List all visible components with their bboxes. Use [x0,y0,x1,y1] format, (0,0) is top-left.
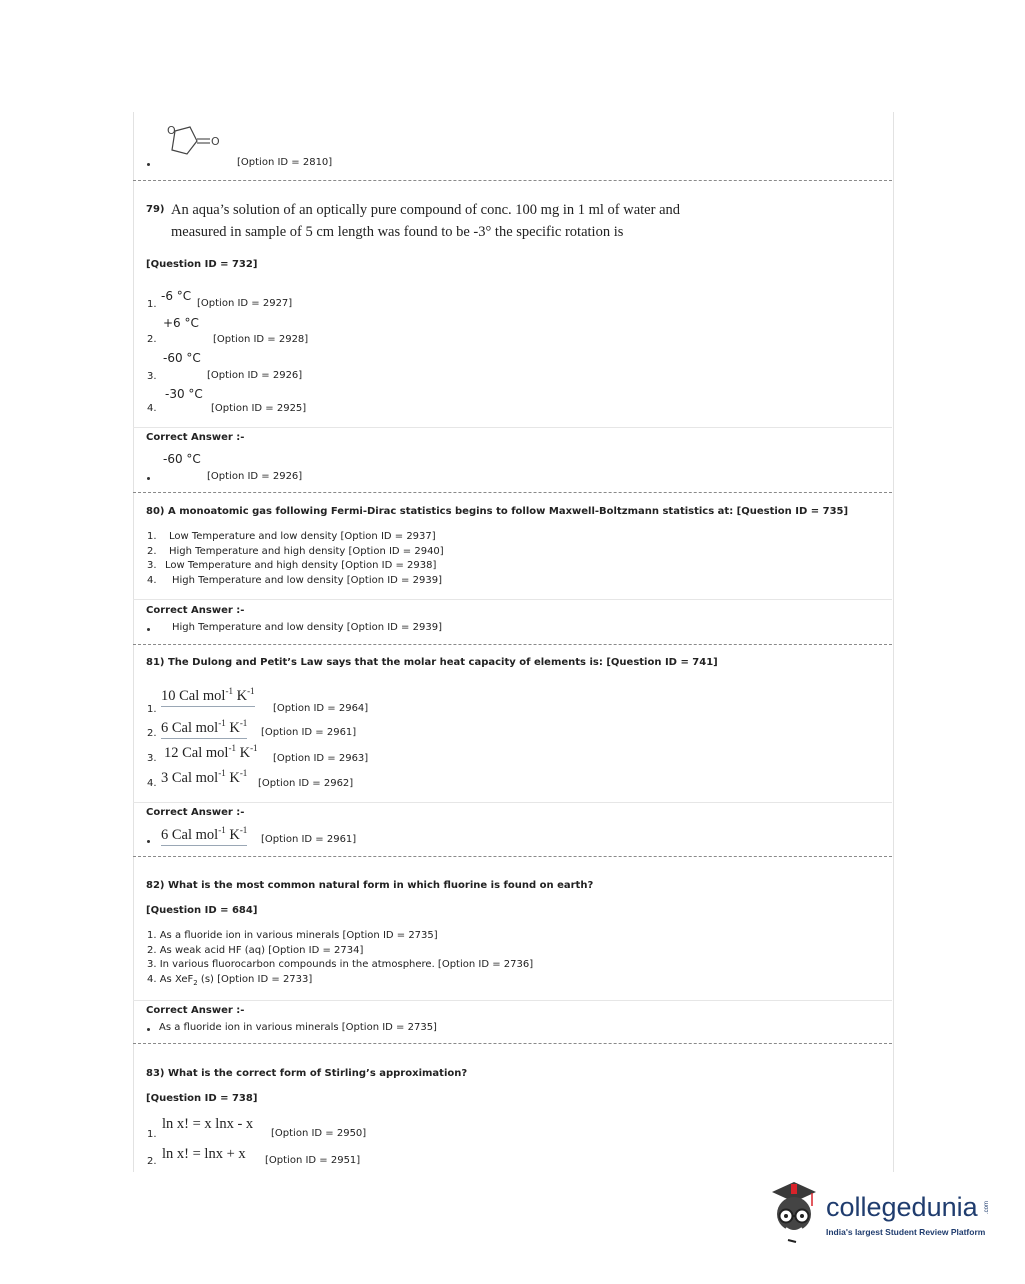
separator [133,856,892,857]
q81-exp: -1 [218,718,226,728]
q80-option3-text: Low Temperature and high density [Option ID = 2938] [165,560,437,571]
q79-correct-answer-label: Correct Answer :- [146,432,245,443]
q81-option3-coef: 12 [164,744,179,761]
q81-option3-num: 3. [147,753,157,764]
q81-exp: -1 [239,718,248,728]
svg-text:O: O [167,124,176,137]
q81-exp: -1 [239,825,248,835]
q81-answer-formula [161,825,247,846]
divider [133,802,892,803]
q79-option2-num: 2. [147,334,157,345]
q82-correct-answer-label: Correct Answer :- [146,1005,245,1016]
q79-option3-id: [Option ID = 2926] [207,370,303,381]
page-frame [133,112,894,1172]
q81-option1-formula [161,686,255,707]
q82-option3: 3. In various fluorocarbon compounds in the atmosphere. [Option ID = 2736] [147,959,534,970]
q82-option4-post: (s) [Option ID = 2733] [197,974,313,985]
q81-option2-id: [Option ID = 2961] [261,727,357,738]
q82-option4-pre: 4. As XeF [147,974,194,985]
q79-text-line2: measured in sample of 5 cm length was found to be -3° the specific rotation is [171,224,624,240]
q82-answer: As a fluoride ion in various minerals [Option ID = 2735] [159,1022,437,1033]
q79-option4-value: -30 °C [165,387,203,401]
q81-unit: Cal mol [171,719,219,736]
q81-answer-option-id: [Option ID = 2961] [261,834,357,845]
q81-unit-k: K [236,687,248,704]
q81-unit: Cal mol [171,826,219,843]
q81-unit: Cal mol [179,687,226,704]
q81-unit-k: K [239,744,251,761]
q82-option4-sub: 2 [193,979,198,987]
q81-option2-num: 2. [147,728,157,739]
separator [133,492,892,493]
q83-question: 83) What is the correct form of Stirling’s approximation? [146,1068,468,1079]
q81-exp: -1 [250,743,258,753]
q82-question: 82) What is the most common natural form in which fluorine is found on earth? [146,880,594,891]
q81-option4-formula [161,768,247,787]
logo-name: collegedunia [826,1192,978,1222]
q81-option1-coef: 10 [161,687,176,704]
q79-option2-value: +6 °C [163,316,199,330]
q82-option1: 1. As a fluoride ion in various minerals [Option ID = 2735] [147,930,438,941]
q81-unit: Cal mol [182,744,229,761]
q82-question-id: [Question ID = 684] [146,905,258,916]
q79-option1-id: [Option ID = 2927] [197,298,293,309]
q80-option2-num: 2. [147,546,157,557]
q80-option3-num: 3. [147,560,157,571]
bullet [147,628,150,631]
q81-option4-coef: 3 [161,769,169,786]
q83-option2-num: 2. [147,1156,157,1167]
q83-option1-id: [Option ID = 2950] [271,1128,367,1139]
q79-answer-option-id: [Option ID = 2926] [207,471,303,482]
separator [133,644,892,645]
q80-correct-answer-label: Correct Answer :- [146,605,245,616]
q80-option2-text: High Temperature and high density [Option ID = 2940] [169,546,444,557]
q81-option4-id: [Option ID = 2962] [258,778,354,789]
q81-exp: -1 [239,768,248,778]
q81-option2-formula [161,718,247,739]
logo-tld: .com [984,1201,990,1215]
q81-answer-coef: 6 [161,826,169,843]
separator [133,180,892,181]
q79-option2-id: [Option ID = 2928] [213,334,309,345]
q81-option1-num: 1. [147,704,157,715]
q79-option3-num: 3. [147,371,157,382]
q81-question: 81) The Dulong and Petit’s Law says that the molar heat capacity of elements is: [Question ID = 741] [146,657,718,668]
q81-exp: -1 [225,686,233,696]
q81-option1-id: [Option ID = 2964] [273,703,369,714]
q81-exp: -1 [218,825,226,835]
q83-option2-formula: ln x! = lnx + x [162,1146,246,1162]
q79-text-line1: An aqua’s solution of an optically pure compound of conc. 100 mg in 1 ml of water and [171,202,681,218]
q80-question: 80) A monoatomic gas following Fermi-Dirac statistics begins to follow Maxwell-Boltzmann statistics at: [Question ID = 735] [146,506,849,517]
q79-number: 79) [146,204,165,215]
q79-option1-num: 1. [147,299,157,310]
separator [133,1043,892,1044]
prev-option-id: [Option ID = 2810] [237,157,333,168]
q83-option1-formula: ln x! = x lnx - x [162,1116,254,1132]
bullet [147,163,150,166]
q81-option2-coef: 6 [161,719,169,736]
q83-option1-num: 1. [147,1129,157,1140]
divider [133,1000,892,1001]
q81-option3-formula [164,743,258,762]
divider [133,599,892,600]
q79-question-id: [Question ID = 732] [146,259,258,270]
q79-answer-value: -60 °C [163,452,201,466]
q80-option1-text: Low Temperature and low density [Option ID = 2937] [169,531,436,542]
q81-option3-id: [Option ID = 2963] [273,753,369,764]
q81-unit-k: K [229,719,240,736]
q80-option1-num: 1. [147,531,157,542]
q83-option2-id: [Option ID = 2951] [265,1155,361,1166]
q80-answer: High Temperature and low density [Option ID = 2939] [172,622,442,633]
q81-exp: -1 [218,768,226,778]
q79-option3-value: -60 °C [163,351,201,365]
logo-mascot-icon [764,1178,826,1248]
q79-option4-num: 4. [147,403,157,414]
logo-tagline: India's largest Student Review Platform [826,1227,986,1237]
bullet [147,840,150,843]
cyclopentanone-lactone-structure [160,122,230,162]
svg-text:O: O [211,135,220,148]
q80-option4-text: High Temperature and low density [Option ID = 2939] [172,575,442,586]
bullet [147,477,150,480]
q80-option4-num: 4. [147,575,157,586]
q82-option4 [147,974,312,987]
q81-unit: Cal mol [171,769,219,786]
q79-option1-value: -6 °C [161,289,192,303]
q81-unit-k: K [229,826,240,843]
q83-question-id: [Question ID = 738] [146,1093,258,1104]
bullet [147,1028,150,1031]
q81-correct-answer-label: Correct Answer :- [146,807,245,818]
q82-option2: 2. As weak acid HF (aq) [Option ID = 2734] [147,945,364,956]
divider [133,427,892,428]
q81-unit-k: K [229,769,240,786]
q81-exp: -1 [247,686,255,696]
q81-option4-num: 4. [147,778,157,789]
q81-exp: -1 [228,743,236,753]
q79-option4-id: [Option ID = 2925] [211,403,307,414]
